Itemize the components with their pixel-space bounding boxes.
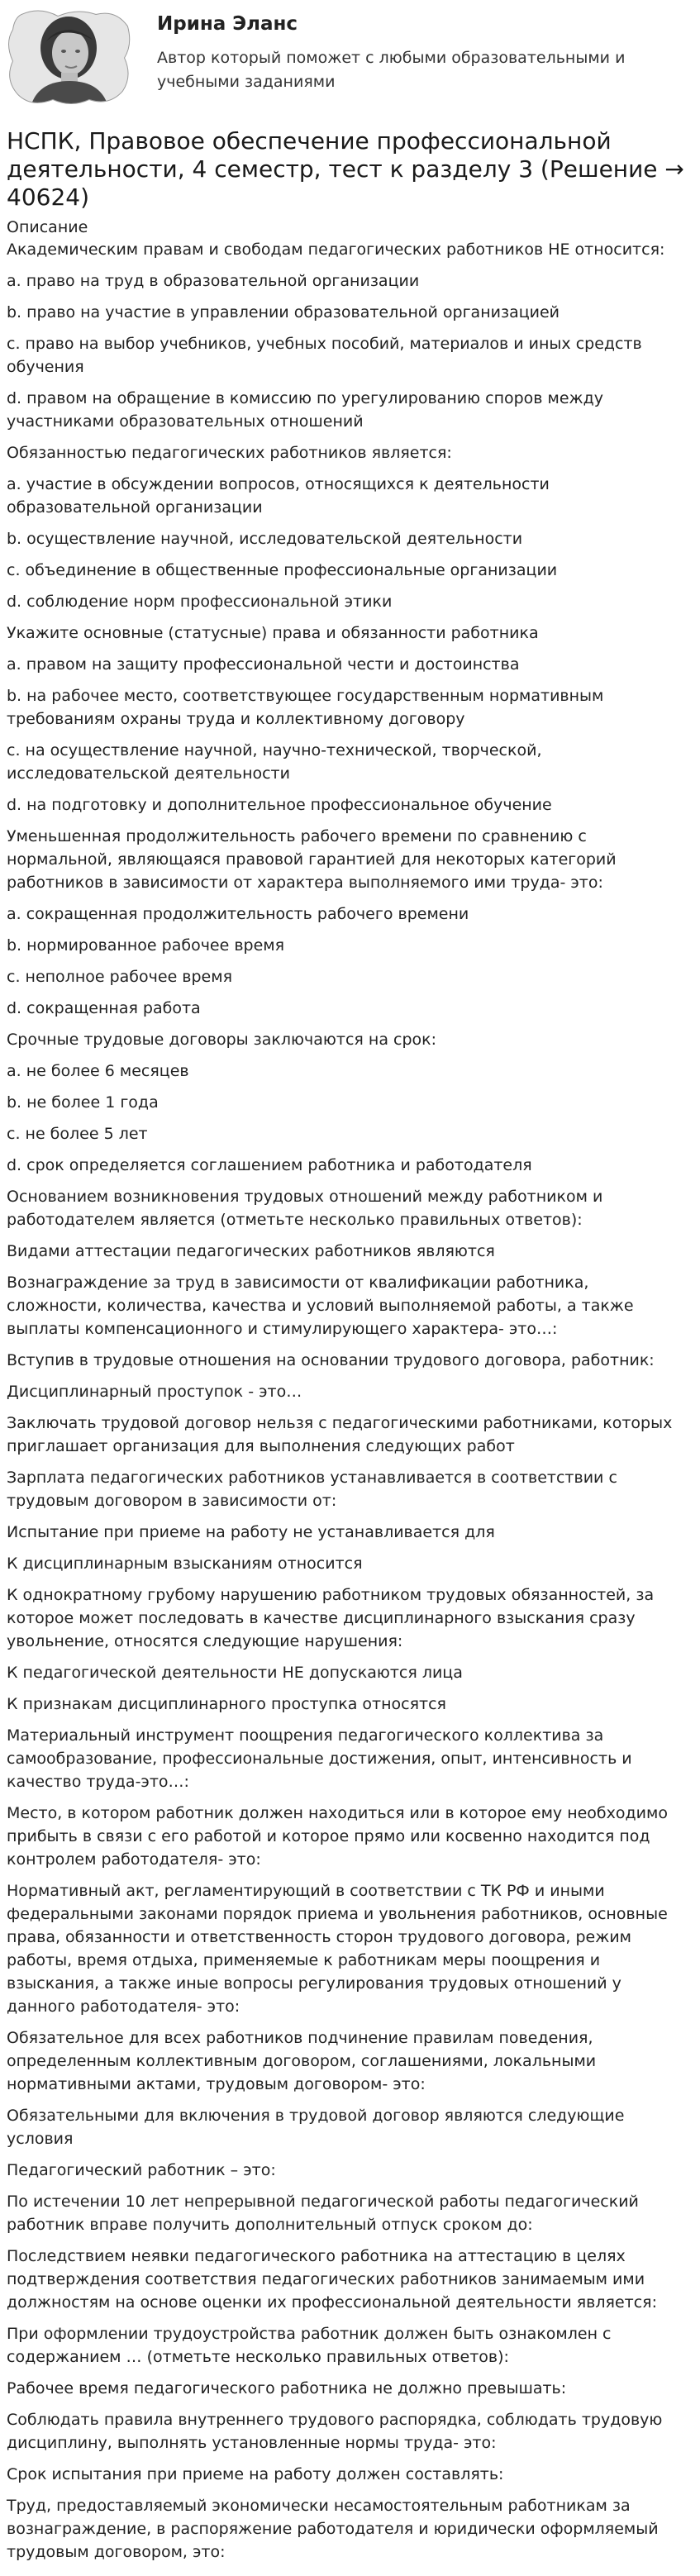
question-list xyxy=(7,238,688,2564)
question-text: Педагогический работник – это: xyxy=(7,2161,276,2179)
question-item xyxy=(7,1661,688,1684)
question-item xyxy=(7,2159,688,2182)
question-text: Дисциплинарный проступок - это… xyxy=(7,1383,302,1401)
section-label: Описание xyxy=(7,218,88,236)
question-text: Последствием неявки педагогического работника на аттестацию в целях подтверждения соответствия педагогических работников занимаемым ими должностям на основе оценки их профессиональной деятельности является: xyxy=(7,2247,657,2312)
answer-option: b. не более 1 года xyxy=(7,1093,159,1112)
question-text: К признакам дисциплинарного проступка относятся xyxy=(7,1695,446,1713)
author-avatar[interactable] xyxy=(7,8,131,104)
answer-option: c. на осуществление научной, научно-технической, творческой, исследовательской деятельности xyxy=(7,741,542,783)
answer-option: b. на рабочее место, соответствующее государственным нормативным требованиям охраны труда и коллективному договору xyxy=(7,687,604,728)
question-item xyxy=(7,1879,688,2018)
question-item xyxy=(7,2104,688,2150)
answer-option: d. правом на обращение в комиссию по урегулированию споров между участниками образовательных отношений xyxy=(7,389,604,431)
question-text: Укажите основные (статусные) права и обязанности работника xyxy=(7,624,539,642)
answer-option: a. не более 6 месяцев xyxy=(7,1062,189,1080)
author-info xyxy=(157,8,688,94)
question-item xyxy=(7,1466,688,1512)
question-text: Видами аттестации педагогических работников являются xyxy=(7,1242,495,1260)
answer-option: d. сокращенная работа xyxy=(7,999,201,1017)
question-text: Вознаграждение за труд в зависимости от квалификации работника, сложности, количества, качества и условий выполняемой работы, а также выплаты компенсационного и стимулирующего характера- это…: xyxy=(7,1274,634,1338)
question-item xyxy=(7,1412,688,1458)
answer-option: b. право на участие в управлении образовательной организацией xyxy=(7,303,560,321)
question-item xyxy=(7,2322,688,2369)
question-item xyxy=(7,621,688,817)
question-item xyxy=(7,1028,688,1177)
question-text: Срок испытания при приеме на работу должен составлять: xyxy=(7,2465,504,2483)
question-text: Обязанностью педагогических работников является: xyxy=(7,444,452,462)
question-item xyxy=(7,2463,688,2486)
question-text: Соблюдать правила внутреннего трудового распорядка, соблюдать трудовую дисциплину, выполнять установленные нормы труда- это: xyxy=(7,2411,663,2452)
question-text: Испытание при приеме на работу не устанавливается для xyxy=(7,1523,495,1541)
question-text: К педагогической деятельности НЕ допускаются лица xyxy=(7,1664,463,1682)
question-text: Уменьшенная продолжительность рабочего времени по сравнению с нормальной, являющаяся правовой гарантией для некоторых категорий работников в зависимости от характера выполняемого ими труда- это: xyxy=(7,827,617,892)
question-text: Вступив в трудовые отношения на основании трудового договора, работник: xyxy=(7,1351,655,1369)
question-item xyxy=(7,1552,688,1575)
question-text: По истечении 10 лет непрерывной педагогической работы педагогический работник вправе получить дополнительный отпуск сроком до: xyxy=(7,2193,639,2234)
answer-option: d. соблюдение норм профессиональной этики xyxy=(7,593,393,611)
author-description: Автор который поможет с любыми образовательными и учебными заданиями xyxy=(157,49,626,91)
question-item xyxy=(7,1583,688,1653)
answer-option: c. право на выбор учебников, учебных пособий, материалов и иных средств обучения xyxy=(7,335,642,376)
question-item xyxy=(7,2408,688,2455)
question-text: Обязательное для всех работников подчинение правилам поведения, определенным коллективным договором, соглашениями, локальными нормативными актами, трудовым договором- это: xyxy=(7,2029,597,2093)
question-text: К однократному грубому нарушению работником трудовых обязанностей, за которое может последовать в качестве дисциплинарного взыскания сразу увольнение, относятся следующие нарушения: xyxy=(7,1586,655,1650)
author-name[interactable]: Ирина Эланс xyxy=(157,13,298,35)
question-item xyxy=(7,1521,688,1544)
question-item xyxy=(7,441,688,613)
answer-option: a. сокращенная продолжительность рабочего времени xyxy=(7,905,469,923)
question-item xyxy=(7,825,688,1020)
answer-option: b. осуществление научной, исследовательской деятельности xyxy=(7,530,523,548)
answer-option: a. правом на защиту профессиональной чести и достоинства xyxy=(7,655,520,674)
answer-option: c. не более 5 лет xyxy=(7,1125,148,1143)
question-item xyxy=(7,2190,688,2236)
question-item xyxy=(7,1349,688,1372)
answer-option: c. неполное рабочее время xyxy=(7,968,233,986)
question-text: Академическим правам и свободам педагогических работников НЕ относится: xyxy=(7,240,665,259)
question-text: Срочные трудовые договоры заключаются на срок: xyxy=(7,1031,437,1049)
question-text: При оформлении трудоустройства работник должен быть ознакомлен с содержанием … (отметьте несколько правильных ответов): xyxy=(7,2325,612,2366)
question-item xyxy=(7,1724,688,1793)
question-item xyxy=(7,2377,688,2400)
question-item xyxy=(7,2494,688,2564)
question-item xyxy=(7,2245,688,2314)
author-header xyxy=(7,8,688,104)
question-text: Рабочее время педагогического работника не должно превышать: xyxy=(7,2379,567,2397)
answer-option: d. срок определяется соглашением работника и работодателя xyxy=(7,1156,532,1174)
question-item xyxy=(7,1693,688,1716)
question-item xyxy=(7,1271,688,1340)
question-text: Материальный инструмент поощрения педагогического коллектива за самообразование, профессиональные достижения, опыт, интенсивность и качество труда-это…: xyxy=(7,1726,632,1791)
page-title: НСПК, Правовое обеспечение профессиональной деятельности, 4 семестр, тест к разделу 3 (Решение → 40624) xyxy=(7,127,684,211)
question-item xyxy=(7,1240,688,1263)
answer-option: a. участие в обсуждении вопросов, относящихся к деятельности образовательной организации xyxy=(7,475,550,517)
question-item xyxy=(7,1802,688,1871)
question-text: Труд, предоставляемый экономически несамостоятельным работникам за вознаграждение, в распоряжение работодателя и юридически оформляемый трудовым договором, это: xyxy=(7,2497,659,2561)
answer-option: d. на подготовку и дополнительное профессиональное обучение xyxy=(7,796,552,814)
question-text: Место, в котором работник должен находиться или в которое ему необходимо прибыть в связи с его работой и которое прямо или косвенно находится под контролем работодателя- это: xyxy=(7,1804,668,1869)
answer-option: a. право на труд в образовательной организации xyxy=(7,272,420,290)
question-text: Зарплата педагогических работников устанавливается в соответствии с трудовым договором в зависимости от: xyxy=(7,1469,617,1510)
question-item xyxy=(7,1380,688,1403)
question-text: Основанием возникновения трудовых отношений между работником и работодателем является (отметьте несколько правильных ответов): xyxy=(7,1188,603,1229)
question-text: Заключать трудовой договор нельзя с педагогическими работниками, которых приглашает организация для выполнения следующих работ xyxy=(7,1414,673,1455)
question-text: К дисциплинарным взысканиям относится xyxy=(7,1555,363,1573)
question-item xyxy=(7,2026,688,2096)
question-item xyxy=(7,1185,688,1231)
answer-option: c. объединение в общественные профессиональные организации xyxy=(7,561,558,579)
question-text: Обязательными для включения в трудовой договор являются следующие условия xyxy=(7,2107,625,2148)
question-text: Нормативный акт, регламентирующий в соответствии с ТК РФ и иными федеральными законами порядок приема и увольнения работников, основные права, обязанности и ответственность сторон трудового договора, режим работы, время отдыха, применяемые к работникам меры поощрения и взыскания, а также иные вопросы регулирования трудовых отношений у данного работодателя- это: xyxy=(7,1882,668,2016)
answer-option: b. нормированное рабочее время xyxy=(7,936,285,955)
question-item xyxy=(7,238,688,433)
